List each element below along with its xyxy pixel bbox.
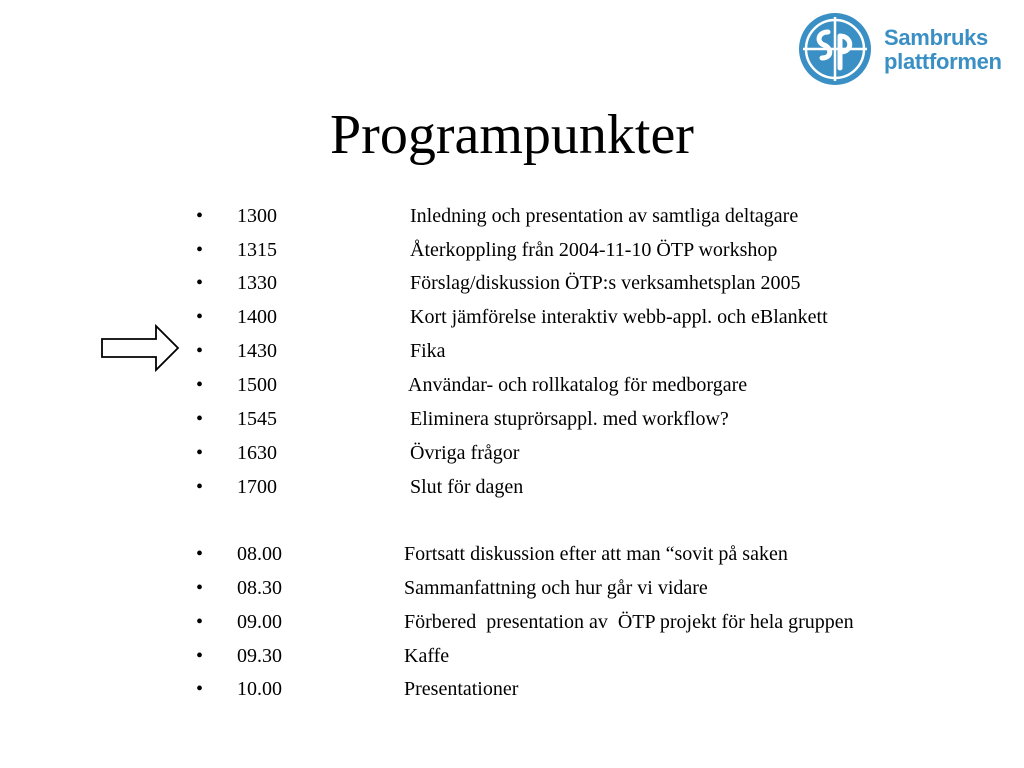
agenda-text: Sammanfattning och hur går vi vidare [404, 577, 708, 599]
logo-wordmark [884, 26, 1002, 74]
agenda-time: 1545 [237, 408, 277, 430]
bullet: • [196, 239, 204, 261]
agenda-time: 09.00 [237, 611, 282, 633]
agenda-text: Slut för dagen [410, 476, 524, 498]
agenda-time: 1300 [237, 205, 277, 227]
sp-emblem-icon [798, 12, 872, 86]
agenda-text: Återkoppling från 2004-11-10 ÖTP workshop [410, 239, 778, 261]
logo-line-1: Sambruks [884, 25, 988, 50]
agenda-text: Användar- och rollkatalog för medborgare [408, 374, 748, 396]
agenda-time: 1500 [237, 374, 277, 396]
bullet: • [196, 374, 204, 396]
agenda-time: 1315 [237, 239, 277, 261]
agenda-text: Övriga frågor [410, 442, 520, 464]
agenda-text: Fortsatt diskussion efter att man “sovit på saken [404, 543, 788, 565]
agenda-text: Kort jämförelse interaktiv webb-appl. och eBlankett [410, 306, 828, 328]
agenda-time: 1400 [237, 306, 277, 328]
agenda-time: 08.30 [237, 577, 282, 599]
agenda-text: Inledning och presentation av samtliga deltagare [410, 205, 799, 227]
agenda-text: Förbered presentation av ÖTP projekt för hela gruppen [404, 611, 854, 633]
bullet: • [196, 408, 204, 430]
bullet: • [196, 205, 204, 227]
bullet: • [196, 678, 204, 700]
bullet: • [196, 340, 204, 362]
agenda-time: 1330 [237, 272, 277, 294]
right-arrow-icon [100, 324, 180, 372]
bullet: • [196, 442, 204, 464]
logo-line-2: plattformen [884, 49, 1002, 74]
slide-title: Programpunkter [330, 104, 694, 166]
bullet: • [196, 577, 204, 599]
agenda-text: Kaffe [404, 645, 450, 667]
agenda-time: 09.30 [237, 645, 282, 667]
bullet: • [196, 476, 204, 498]
agenda-text: Presentationer [404, 678, 519, 700]
agenda-time: 1430 [237, 340, 277, 362]
bullet: • [196, 611, 204, 633]
agenda-time: 10.00 [237, 678, 282, 700]
bullet: • [196, 645, 204, 667]
agenda-time: 08.00 [237, 543, 282, 565]
bullet: • [196, 543, 204, 565]
agenda-time: 1700 [237, 476, 277, 498]
bullet: • [196, 306, 204, 328]
sambruksplattformen-logo [798, 12, 1008, 86]
agenda-time: 1630 [237, 442, 277, 464]
agenda-text: Förslag/diskussion ÖTP:s verksamhetsplan 2005 [410, 272, 801, 294]
agenda-text: Fika [410, 340, 446, 362]
bullet: • [196, 272, 204, 294]
agenda-text: Eliminera stuprörsappl. med workflow? [410, 408, 729, 430]
